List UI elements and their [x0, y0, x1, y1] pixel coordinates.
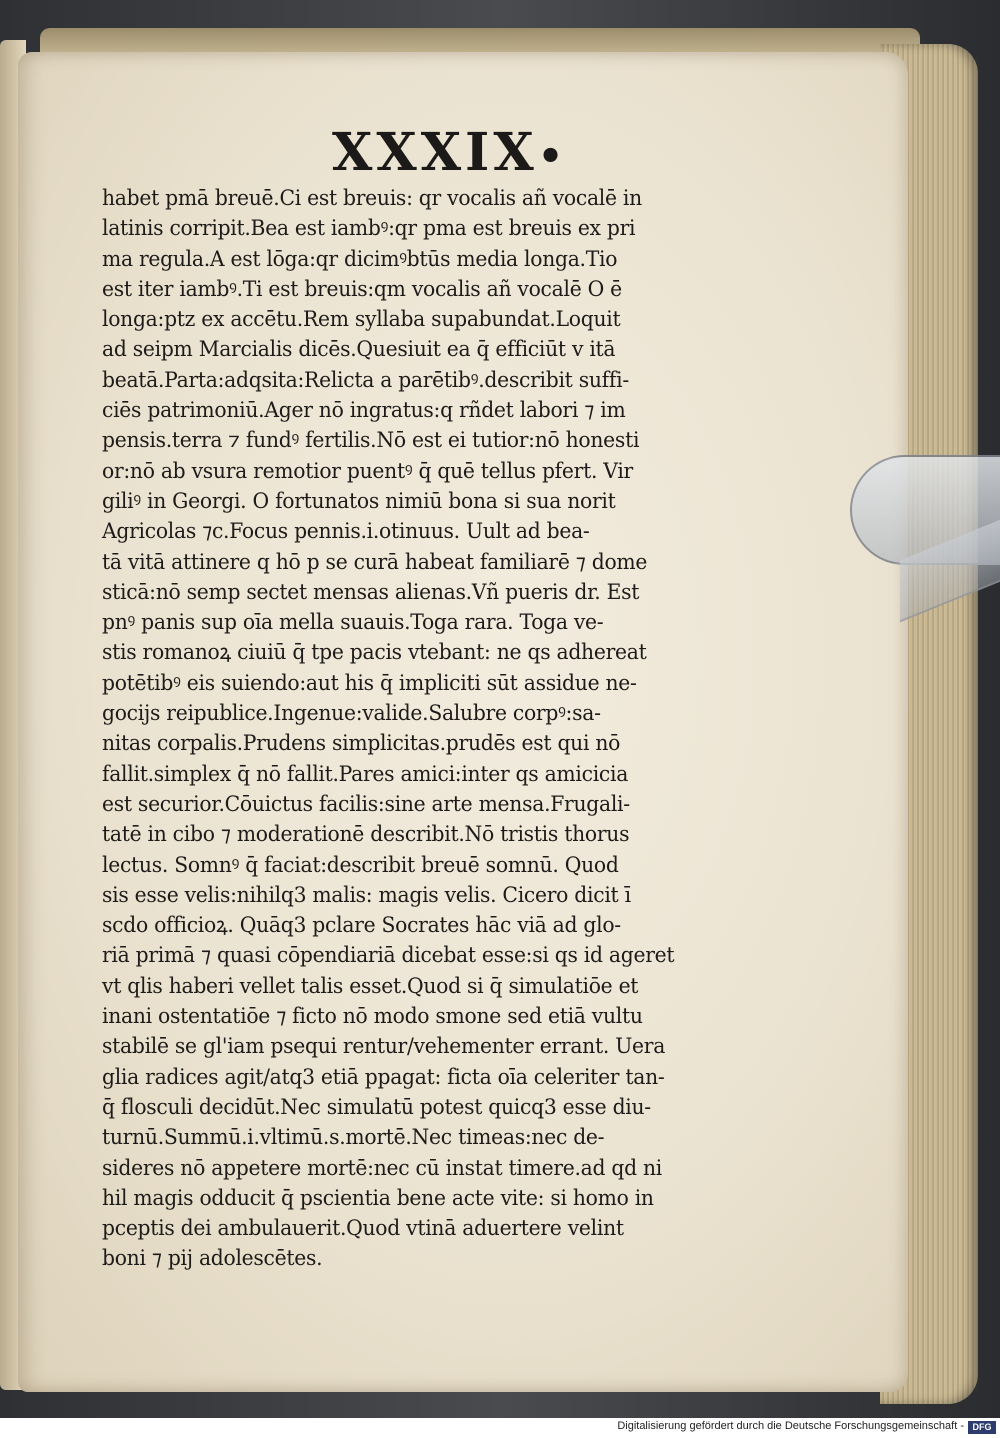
- text-line: est iter iambꝰ.Ti est breuis:qm vocalis añ vocalē O ē: [102, 276, 622, 301]
- text-line: Agricolas ⁊c.Focus pennis.i.otinuus. Uult ad bea-: [102, 519, 590, 544]
- text-line: vt qlis haberi vellet talis esset.Quod si q̄ simulatiōe et: [102, 973, 639, 998]
- text-line: fallit.simplex q̄ nō fallit.Pares amici:inter qs amicicia: [102, 761, 629, 786]
- text-line: or:nō ab vsura remotior puentꝰ q̄ quē tellus pfert. Vir: [102, 458, 633, 483]
- text-line: nitas corpalis.Prudens simplicitas.prudēs est qui nō: [102, 731, 621, 756]
- text-line: ad seipm Marcialis dicēs.Quesiuit ea q̄ efficiūt v itā: [102, 337, 616, 362]
- text-line: habet pmā breuē.Ci est breuis: qr vocalis añ vocalē in: [102, 186, 642, 210]
- text-line: tā vitā attinere q hō p se curā habeat familiarē ⁊ dome: [102, 549, 648, 574]
- text-line: ciēs patrimoniū.Ager nō ingratus:q rñdet labori ⁊ im: [102, 398, 626, 423]
- text-line: lectus. Somnꝰ q̄ faciat:describit breuē somnū. Quod: [102, 852, 619, 877]
- text-line: pensis.terra ⁊ fundꝰ fertilis.Nō est ei tutior:nō honesti: [102, 428, 640, 453]
- text-line: est securior.Cōuictus facilis:sine arte mensa.Frugali-: [102, 791, 630, 816]
- text-line: tatē in cibo ⁊ moderationē describit.Nō tristis thorus: [102, 822, 630, 847]
- text-line: ma regula.A est lōga:qr dicimꝰbtūs media longa.Tio: [102, 246, 618, 271]
- footer-bar: [0, 1418, 1000, 1438]
- footer-credit: Digitalisierung gefördert durch die Deutsche Forschungsgemeinschaft -: [617, 1420, 964, 1432]
- text-line: gocijs reipublice.Ingenue:valide.Salubre corpꝰ:sa-: [102, 701, 601, 726]
- text-line: longa:ptz ex accētu.Rem syllaba supabundat.Loquit: [102, 307, 621, 332]
- body-text: [102, 183, 722, 1274]
- folio-number: [332, 122, 567, 183]
- text-line: riā primā ⁊ quasi cōpendiariā dicebat esse:si qs id ageret: [102, 943, 675, 968]
- text-line: latinis corripit.Bea est iambꝰ:qr pma est breuis ex pri: [102, 216, 636, 241]
- text-line: sticā:nō semp sectet mensas alienas.Vñ pueris dr. Est: [102, 579, 640, 604]
- text-line: beatā.Parta:adqsita:Relicta a parētibꝰ.describit suffi-: [102, 367, 629, 392]
- text-line: turnū.Summū.i.vltimū.s.mortē.Nec timeas:nec de-: [102, 1125, 605, 1150]
- text-line: boni ⁊ pij adolescētes.: [102, 1246, 323, 1271]
- folio-numeral: XXXIX: [332, 122, 538, 183]
- text-line: scdo officioꝝ. Quāq3 pclare Socrates hāc viā ad glo-: [102, 913, 621, 938]
- text-line: glia radices agit/atq3 etiā ppagat: ficta oīa celeriter tan-: [102, 1064, 665, 1089]
- text-line: q̄ flosculi decidūt.Nec simulatū potest quicq3 esse diu-: [102, 1094, 651, 1119]
- text-line: inani ostentatiōe ⁊ ficto nō modo smone sed etiā vultu: [102, 1004, 643, 1029]
- text-line: hil magis odducit q̄ pscientia bene acte vite: si homo in: [102, 1185, 654, 1210]
- text-line: potētibꝰ eis suiendo:aut his q̄ impliciti sūt assidue ne-: [102, 670, 637, 695]
- text-line: stabilē se gl'iam psequi rentur/vehementer errant. Uera: [102, 1034, 666, 1059]
- text-line: sideres nō appetere mortē:nec cū instat timere.ad qd ni: [102, 1155, 663, 1180]
- dfg-logo: DFG: [968, 1421, 996, 1434]
- text-line: pceptis dei ambulauerit.Quod vtinā aduertere velint: [102, 1216, 624, 1241]
- text-line: sis esse velis:nihilq3 malis: magis velis. Cicero dicit ī: [102, 882, 631, 907]
- text-line: giliꝰ in Georgi. O fortunatos nimiū bona si sua norit: [102, 488, 616, 513]
- folio-dot: •: [537, 133, 568, 180]
- text-line: pnꝰ panis sup oīa mella suauis.Toga rara. Toga ve-: [102, 610, 604, 635]
- text-line: stis romanoꝝ ciuiū q̄ tpe pacis vtebant: ne qs adhereat: [102, 640, 647, 665]
